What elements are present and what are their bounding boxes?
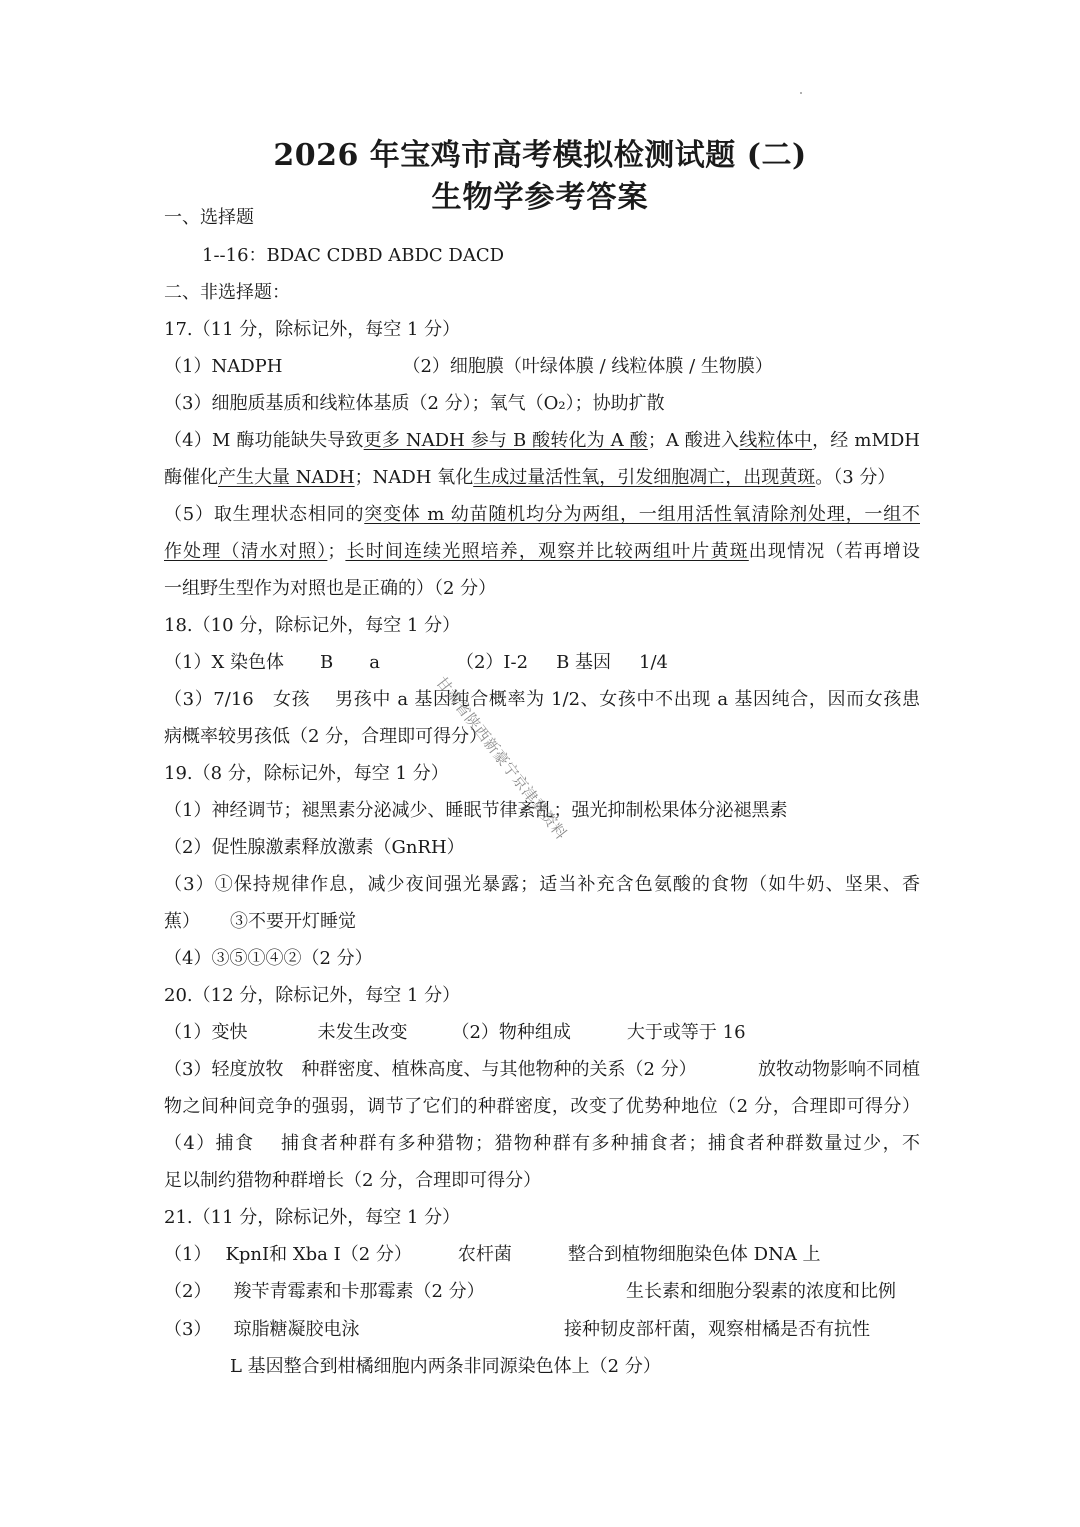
text-span: ；NADH 氧化 xyxy=(354,467,474,488)
q20-answer-1: （1）变快 xyxy=(164,1022,248,1043)
q21-answer-1: KpnI和 Xba I（2 分） xyxy=(225,1244,412,1265)
text-span: （4）M 酶功能缺失导致 xyxy=(164,430,364,451)
q18-answer-1: （1）X 染色体 xyxy=(164,652,284,673)
q17-header: 17.（11 分，除标记外，每空 1 分） xyxy=(164,319,461,340)
q21-answer-row-2 xyxy=(164,1280,920,1304)
q18-answer-2b: B 基因 xyxy=(556,652,612,673)
document-title: 2026 年宝鸡市高考模拟检测试题 (二) xyxy=(273,138,807,173)
scan-speck xyxy=(800,92,802,94)
q18-answer-2: （2）I-2 xyxy=(455,652,529,673)
text-span: 酶催化 xyxy=(164,467,218,488)
text-span: ； xyxy=(327,541,346,562)
choice-answers: 1--16：BDAC CDBD ABDC DACD xyxy=(202,245,505,266)
underlined-text: 产生大量 NADH xyxy=(218,467,355,488)
q18-answer-row-1 xyxy=(164,651,920,675)
underlined-text: 线粒体中 xyxy=(739,430,813,451)
q17-answer-2: （2）细胞膜（叶绿体膜 / 线粒体膜 / 生物膜） xyxy=(402,356,773,377)
text-span: （3）轻度放牧 种群密度、植株高度、与其他物种的关系（2 分） xyxy=(164,1059,697,1080)
q21-answer-row-1 xyxy=(164,1243,920,1267)
q19-answer-2: （2）促性腺激素释放激素（GnRH） xyxy=(164,837,465,858)
q18-answer-3-line-2: 病概率较男孩低（2 分，合理即可得分） xyxy=(164,726,488,747)
q18-header: 18.（10 分，除标记外，每空 1 分） xyxy=(164,615,461,636)
q20-answer-3-line-2: 物之间种间竞争的强弱，调节了它们的种群密度，改变了优势种地位（2 分，合理即可得分） xyxy=(164,1096,920,1117)
q18-answer-1c: a xyxy=(369,652,380,673)
underlined-text: 作处理（清水对照） xyxy=(164,541,328,562)
section-heading-choice: 一、选择题 xyxy=(164,207,254,228)
q18-answer-3-line-1: （3）7/16 女孩 男孩中 a 基因纯合概率为 1/2、女孩中不出现 a 基因纯合，因而女孩患 xyxy=(164,689,920,710)
q17-answer-1: （1）NADPH xyxy=(164,356,283,377)
q21-answer-2-label: （2） xyxy=(164,1281,212,1302)
q21-answer-1-label: （1） xyxy=(164,1244,212,1265)
q20-answer-1b: 未发生改变 xyxy=(317,1022,408,1043)
q21-answer-2: 羧苄青霉素和卡那霉素（2 分） xyxy=(233,1281,485,1302)
q18-answer-1b: B xyxy=(320,652,334,673)
q20-header: 20.（12 分，除标记外，每空 1 分） xyxy=(164,985,461,1006)
q21-answer-4: L 基因整合到柑橘细胞内两条非同源染色体上（2 分） xyxy=(230,1356,661,1377)
section-heading-nonchoice: 二、非选择题： xyxy=(164,282,290,303)
q20-answer-3-line-1 xyxy=(164,1058,920,1082)
q19-answer-1: （1）神经调节；褪黑素分泌减少、睡眠节律紊乱；强光抑制松果体分泌褪黑素 xyxy=(164,800,788,821)
q17-answer-5-line-3: 一组野生型作为对照也是正确的）（2 分） xyxy=(164,578,497,599)
q17-answer-5-line-2 xyxy=(164,540,920,564)
text-span: 蕉） xyxy=(164,911,200,932)
q18-answer-2c: 1/4 xyxy=(639,652,668,673)
q17-answer-3: （3）细胞质基质和线粒体基质（2 分）；氧气（O₂）；协助扩散 xyxy=(164,393,665,414)
q17-answer-5-line-1 xyxy=(164,503,920,527)
q21-answer-3b: 接种韧皮部杆菌，观察柑橘是否有抗性 xyxy=(564,1319,870,1340)
q20-answer-row-1 xyxy=(164,1021,920,1045)
underlined-text: 更多 NADH 参与 B 酸转化为 A 酸 xyxy=(363,430,648,451)
q19-header: 19.（8 分，除标记外，每空 1 分） xyxy=(164,763,449,784)
watermark: 甘肃省陕西新豪宁京津冀资料 xyxy=(432,673,571,844)
text-span: ，经 mMDH xyxy=(812,430,920,451)
q17-answer-4-line-2 xyxy=(164,466,920,490)
text-span: 。（3 分） xyxy=(815,467,896,488)
q20-answer-2: （2）物种组成 xyxy=(451,1022,571,1043)
q21-answer-1b: 农杆菌 xyxy=(457,1244,512,1265)
underlined-text: 长时间连续光照培养，观察并比较两组叶片黄斑 xyxy=(345,541,749,562)
text-span: ；A 酸进入 xyxy=(647,430,740,451)
q20-answer-4-line-2: 足以制约猎物种群增长（2 分，合理即可得分） xyxy=(164,1170,542,1191)
text-span: 出现情况（若再增设 xyxy=(748,541,921,562)
q19-answer-3-line-1: （3）①保持规律作息，减少夜间强光暴露；适当补充含色氨酸的食物（如牛奶、坚果、香 xyxy=(164,874,920,895)
document-subtitle: 生物学参考答案 xyxy=(431,180,649,215)
text-span: ③不要开灯睡觉 xyxy=(230,911,356,932)
q17-answer-4-line-1 xyxy=(164,429,920,453)
text-span: 放牧动物影响不同植 xyxy=(758,1059,920,1080)
q21-answer-row-3 xyxy=(164,1318,920,1342)
q19-answer-4: （4）③⑤①④②（2 分） xyxy=(164,948,373,969)
q19-answer-3-line-2 xyxy=(164,910,920,934)
q21-header: 21.（11 分，除标记外，每空 1 分） xyxy=(164,1207,461,1228)
q21-answer-3-label: （3） xyxy=(164,1319,212,1340)
q20-answer-2b: 大于或等于 16 xyxy=(626,1022,746,1043)
q21-answer-3: 琼脂糖凝胶电泳 xyxy=(233,1319,360,1340)
q20-answer-4-line-1: （4）捕食 捕食者种群有多种猎物；猎物种群有多种捕食者；捕食者种群数量过少，不 xyxy=(164,1133,920,1154)
q17-answer-row-1 xyxy=(164,355,920,379)
text-span: （5）取生理状态相同的 xyxy=(164,504,365,525)
underlined-text: 突变体 m 幼苗随机均分为两组，一组用活性氧清除剂处理，一组不 xyxy=(364,504,920,525)
underlined-text: 生成过量活性氧，引发细胞凋亡，出现黄斑 xyxy=(473,467,816,488)
q21-answer-1c: 整合到植物细胞染色体 DNA 上 xyxy=(567,1244,821,1265)
q21-answer-2b: 生长素和细胞分裂素的浓度和比例 xyxy=(626,1281,896,1302)
